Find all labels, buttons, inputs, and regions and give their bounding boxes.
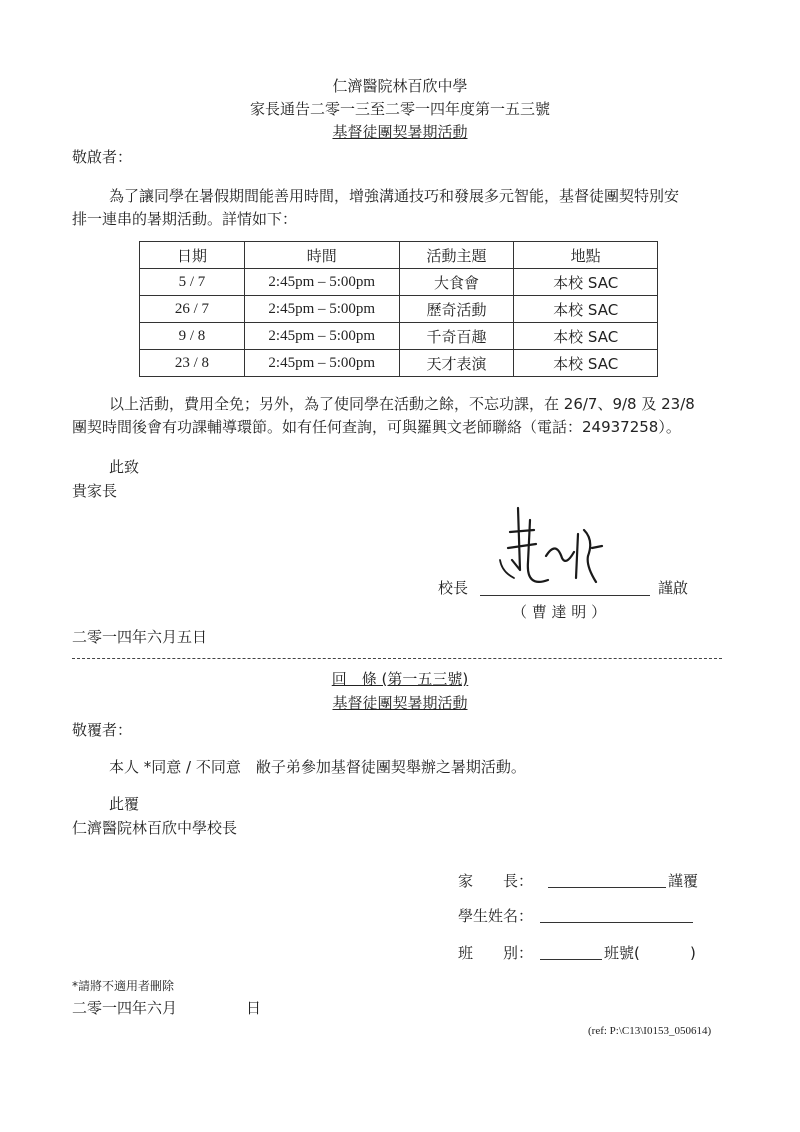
greeting: 敬啟者：	[72, 148, 133, 166]
student-name-field[interactable]	[540, 922, 693, 923]
cell-theme: 歷奇活動	[399, 296, 514, 323]
remarks-line-1: 以上活動，費用全免；另外，為了使同學在活動之餘，不忘功課，在 26/7、9/8 及 23/8	[109, 395, 695, 413]
class-no-close: )	[690, 944, 696, 962]
cell-theme: 天才表演	[399, 350, 514, 377]
cell-venue: 本校 SAC	[514, 350, 658, 377]
cut-line	[72, 658, 722, 659]
schedule-table	[139, 241, 658, 377]
table-row	[140, 350, 658, 377]
cell-venue: 本校 SAC	[514, 269, 658, 296]
reply-greeting: 敬覆者：	[72, 721, 133, 739]
header-time: 時間	[244, 242, 399, 269]
cell-date: 26 / 7	[140, 296, 245, 323]
notice-number: 家長通告二零一三至二零一四年度第一五三號	[249, 100, 550, 118]
header-theme: 活動主題	[399, 242, 514, 269]
footnote: *請將不適用者刪除	[72, 979, 175, 993]
header-date: 日期	[140, 242, 245, 269]
closing-ci-zhi: 此致	[109, 458, 140, 476]
remarks-line-2: 團契時間後會有功課輔導環節。如有任何查詢，可與羅興文老師聯絡（電話：24937258）。	[72, 418, 681, 436]
cell-time: 2:45pm – 5:00pm	[244, 323, 399, 350]
header-venue: 地點	[514, 242, 658, 269]
class-label: 班 別：	[458, 944, 534, 962]
cell-venue: 本校 SAC	[514, 323, 658, 350]
class-no-label: 班號(	[604, 944, 640, 962]
principal-suffix: 謹啟	[658, 579, 689, 597]
cell-time: 2:45pm – 5:00pm	[244, 296, 399, 323]
school-name: 仁濟醫院林百欣中學	[332, 77, 468, 95]
cell-time: 2:45pm – 5:00pm	[244, 269, 399, 296]
cell-date: 23 / 8	[140, 350, 245, 377]
principal-name: （ 曹 達 明 ）	[512, 603, 607, 621]
notice-date: 二零一四年六月五日	[72, 628, 208, 646]
intro-line-1: 為了讓同學在暑假期間能善用時間，增強溝通技巧和發展多元智能，基督徒團契特別安	[109, 187, 680, 205]
cell-date: 5 / 7	[140, 269, 245, 296]
cell-venue: 本校 SAC	[514, 296, 658, 323]
table-row	[140, 296, 658, 323]
student-name-label: 學生姓名：	[458, 907, 534, 925]
class-field[interactable]	[540, 959, 602, 960]
table-row	[140, 269, 658, 296]
reply-ci-fu: 此覆	[109, 795, 140, 813]
principal-signature	[490, 500, 620, 600]
reply-recipient: 仁濟醫院林百欣中學校長	[72, 819, 238, 837]
parent-suffix: 謹覆	[668, 872, 699, 890]
parent-signature-field[interactable]	[548, 887, 666, 888]
table-row	[140, 323, 658, 350]
cell-date: 9 / 8	[140, 323, 245, 350]
reply-day: 日	[246, 999, 262, 1017]
notice-title: 基督徒團契暑期活動	[332, 123, 468, 141]
intro-line-2: 排一連串的暑期活動。詳情如下：	[72, 210, 298, 228]
reply-statement: 本人 *同意 / 不同意 敝子弟參加基督徒團契舉辦之暑期活動。	[109, 758, 526, 776]
principal-label: 校長	[438, 579, 469, 597]
reply-date: 二零一四年六月	[72, 999, 178, 1017]
cell-time: 2:45pm – 5:00pm	[244, 350, 399, 377]
reply-slip-subtitle: 基督徒團契暑期活動	[332, 694, 468, 712]
reference-code: (ref: P:\C13\I0153_050614)	[588, 1025, 712, 1037]
signature-line	[480, 595, 650, 596]
cell-theme: 千奇百趣	[399, 323, 514, 350]
table-header-row	[140, 242, 658, 269]
parent-label: 家 長：	[458, 872, 534, 890]
reply-slip-title: 回 條 (第一五三號)	[331, 670, 469, 688]
closing-recipient: 貴家長	[72, 482, 118, 500]
cell-theme: 大食會	[399, 269, 514, 296]
